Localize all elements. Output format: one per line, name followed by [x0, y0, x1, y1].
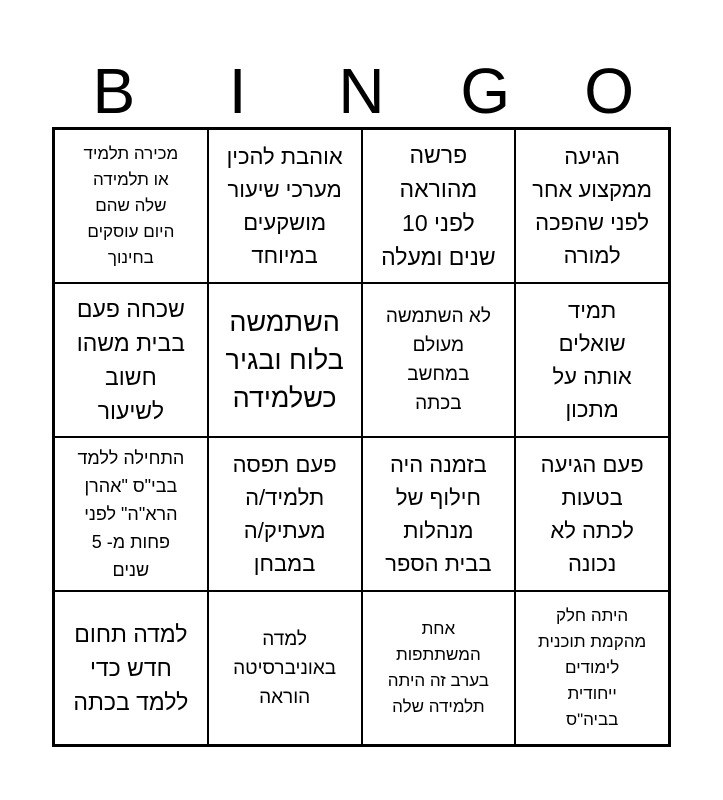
bingo-cell[interactable]: למדה באוניברסיטה הוראה	[208, 591, 362, 745]
bingo-cell[interactable]: שכחה פעם בבית משהו חשוב לשיעור	[54, 283, 208, 437]
header-letter-o: O	[584, 55, 634, 127]
bingo-cell[interactable]: פרשה מהוראה לפני 10 שנים ומעלה	[362, 129, 516, 283]
header-letter-i: I	[228, 55, 247, 127]
header-letter-n: N	[338, 55, 385, 127]
bingo-cell[interactable]: אוהבת להכין מערכי שיעור מושקעים במיוחד	[208, 129, 362, 283]
bingo-cell[interactable]: היתה חלק מהקמת תוכנית לימודים ייחודית בביה"ס	[515, 591, 669, 745]
bingo-header	[52, 55, 671, 127]
bingo-cell[interactable]: למדה תחום חדש כדי ללמד בכתה	[54, 591, 208, 745]
bingo-cell[interactable]: פעם הגיעה בטעות לכתה לא נכונה	[515, 437, 669, 591]
bingo-grid	[52, 127, 671, 747]
bingo-cell[interactable]: תמיד שואלים אותה על מתכון	[515, 283, 669, 437]
header-letter-b: B	[92, 55, 136, 127]
bingo-cell[interactable]: לא השתמשה מעולם במחשב בכתה	[362, 283, 516, 437]
bingo-cell[interactable]: בזמנה היה חילוף של מנהלות בבית הספר	[362, 437, 516, 591]
bingo-cell[interactable]: אחת המשתתפות בערב זה היתה תלמידה שלה	[362, 591, 516, 745]
bingo-cell[interactable]: פעם תפסה תלמיד/ה מעתיק/ה במבחן	[208, 437, 362, 591]
bingo-cell-center[interactable]: השתמשה בלוח ובגיר כשלמידה	[208, 283, 362, 437]
header-letter-g: G	[460, 55, 511, 127]
bingo-cell[interactable]: מכירה תלמיד או תלמידה שלה שהם היום עוסקים בחינוך	[54, 129, 208, 283]
bingo-cell[interactable]: הגיעה ממקצוע אחר לפני שהפכה למורה	[515, 129, 669, 283]
bingo-cell[interactable]: התחילה ללמד בבי"ס "אהרן הרא"ה" לפני פחות מ- 5 שנים	[54, 437, 208, 591]
